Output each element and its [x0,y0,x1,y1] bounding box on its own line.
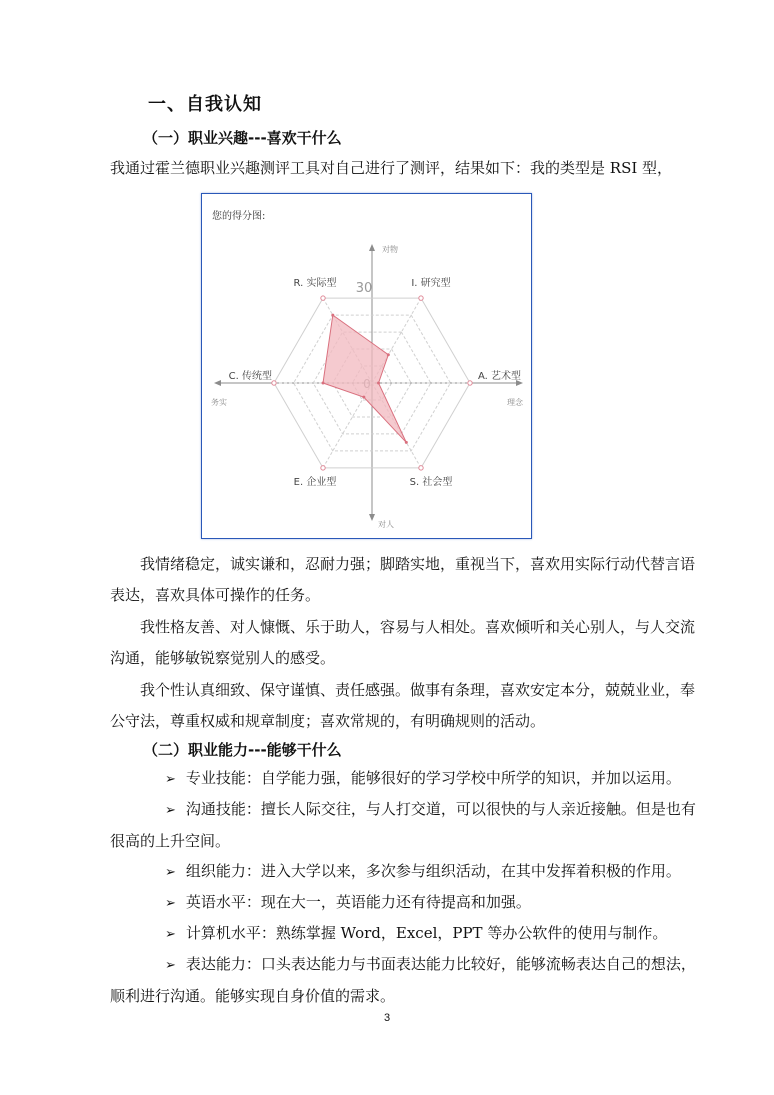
bullet-arrow-icon: ➢ [165,958,176,973]
list-item-text: 英语水平：现在大一，英语能力还有待提高和加强。 [185,893,531,911]
vertex-marker [419,466,423,470]
axis-arrow-up-icon [369,244,375,251]
axis-arrow-down-icon [369,514,375,521]
list-item-text: 专业技能：自学能力强，能够很好的学习学校中所学的知识，并加以运用。 [185,769,681,787]
list-item-text: 表达能力：口头表达能力与书面表达能力比较好，能够流畅表达自己的想法，顺利进行沟通。能够实现自身价值的需求。 [110,955,696,1005]
direction-label-bottom: 对人 [378,520,394,529]
list-item-organization [110,856,702,888]
direction-label-right: 理念 [507,398,523,407]
section-title: 一、自我认知 [148,94,262,115]
chart-title: 您的得分图: [212,211,266,222]
paragraph-conventional: 我个性认真细致、保守谨慎、责任感强。做事有条理，喜欢安定本分，兢兢业业，奉公守法，尊重权威和规章制度；喜欢常规的，有明确规则的活动。 [110,681,696,730]
paragraph-realistic: 我情绪稳定，诚实谦和，忍耐力强；脚踏实地，重视当下，喜欢用实际行动代替言语表达，喜欢具体可操作的任务。 [110,555,696,604]
bullet-arrow-icon: ➢ [165,803,176,818]
vertex-marker [321,296,325,300]
axis-category-label: I. 研究型 [411,278,451,290]
intro-paragraph: 我通过霍兰德职业兴趣测评工具对自己进行了测评，结果如下：我的类型是 RSI 型， [110,159,673,177]
holland-radar-chart [201,193,532,539]
direction-label-left: 务实 [211,398,227,407]
axis-arrow-left-icon [214,380,221,386]
axis-category-label: C. 传统型 [228,371,272,382]
data-point [362,396,365,399]
bullet-arrow-icon: ➢ [165,772,176,787]
scale-label-max: 30 [355,281,373,296]
axis-category-label: R. 实际型 [293,278,337,290]
list-item-text: 计算机水平：熟练掌握 Word，Excel，PPT 等办公软件的使用与制作。 [185,924,668,942]
vertex-marker [272,381,276,385]
axis-category-label: E. 企业型 [293,476,337,488]
vertex-marker [321,466,325,470]
data-point [331,314,334,317]
list-item-text: 组织能力：进入大学以来，多次参与组织活动，在其中发挥着积极的作用。 [185,862,681,880]
axis-category-label: S. 社会型 [409,476,453,488]
list-item-computer [110,918,702,950]
subsection-title-interest: （一）职业兴趣---喜欢干什么 [143,129,342,147]
data-point [405,441,408,444]
paragraph-social: 我性格友善、对人慷慨、乐于助人，容易与人相处。喜欢倾听和关心别人，与人交流沟通，能够敏锐察觉别人的感受。 [110,618,696,667]
data-point [322,382,325,385]
list-item-english [110,887,702,919]
data-point [377,382,380,385]
subsection-title-ability: （二）职业能力---能够干什么 [143,741,342,759]
list-item-text: 沟通技能：擅长人际交往，与人打交道，可以很快的与人亲近接触。但是也有很高的上升空间。 [110,800,696,850]
bullet-arrow-icon: ➢ [165,927,176,942]
radar-svg [202,194,531,538]
vertex-marker [468,381,472,385]
list-item-professional [110,763,702,795]
list-item-communication [110,794,702,857]
list-item-expression [110,949,702,1012]
page-number: 3 [383,1012,391,1024]
vertex-marker [419,296,423,300]
axis-category-label: A. 艺术型 [478,371,522,382]
bullet-arrow-icon: ➢ [165,865,176,880]
data-point [387,353,390,356]
data-area [323,315,406,442]
bullet-arrow-icon: ➢ [165,896,176,911]
direction-label-top: 对物 [382,245,398,254]
